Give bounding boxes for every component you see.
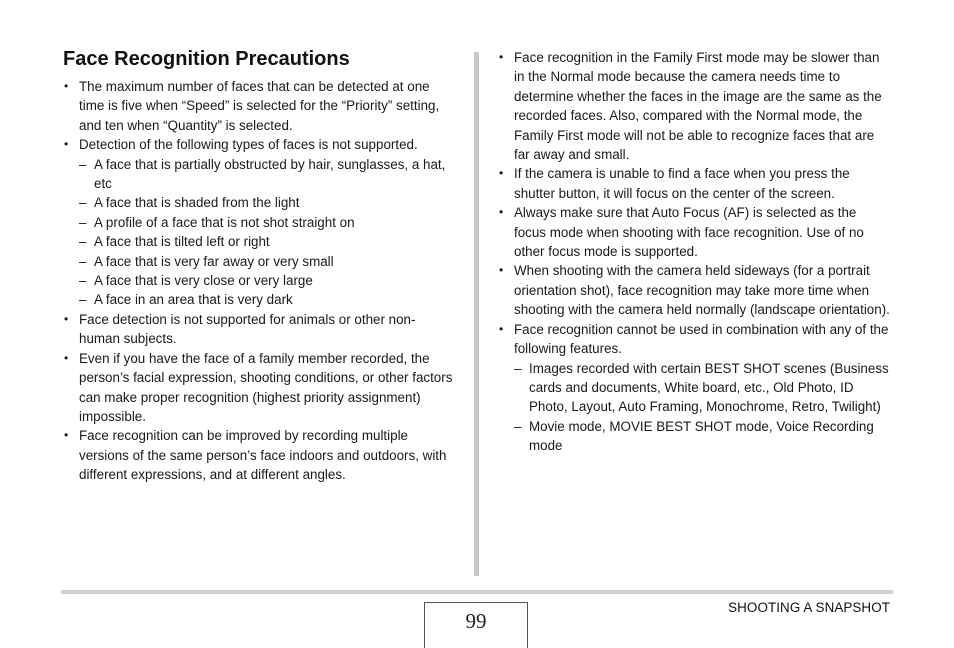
sub-list-item: – A face that is very far away or very small: [79, 252, 456, 271]
list-item: • Face recognition can be improved by recording multiple versions of the same person’s face indoors and outdoors, with different expressions, and at different angles.: [62, 426, 456, 484]
sub-list-item: – A face in an area that is very dark: [79, 290, 456, 309]
list-item-text: Detection of the following types of faces is not supported.: [79, 137, 418, 153]
list-item: • Even if you have the face of a family member recorded, the person’s facial expression, shooting conditions, or other factors can make proper recognition (highest priority assignment) impossible.: [62, 349, 456, 427]
list-item-text: Face recognition cannot be used in combination with any of the following features.: [514, 321, 889, 357]
list-item: • Face detection is not supported for animals or other non-human subjects.: [62, 310, 456, 349]
list-item: [62, 135, 456, 310]
list-item: • When shooting with the camera held sideways (for a portrait orientation shot), face recognition may take more time when shooting with the camera held normally (landscape orientation).: [497, 261, 891, 319]
sub-list-item: – Images recorded with certain BEST SHOT scenes (Business cards and documents, White board, etc., Old Photo, ID Photo, Layout, Auto Framing, Monochrome, Retro, Twilight): [514, 359, 891, 417]
list-item: • Face recognition in the Family First mode may be slower than in the Normal mode because the camera needs time to determine whether the faces in the image are the same as the recorded faces. Also, compared with the Normal mode, the Family First mode will not be able to recognize faces that are far away and small.: [497, 48, 891, 164]
sub-list: [514, 359, 891, 456]
section-title: SHOOTING A SNAPSHOT: [728, 600, 890, 615]
list-item: • Always make sure that Auto Focus (AF) is selected as the focus mode when shooting with face recognition. Use of no other focus mode is supported.: [497, 203, 891, 261]
sub-list: [79, 155, 456, 310]
list-item: • If the camera is unable to find a face when you press the shutter button, it will focus on the center of the screen.: [497, 164, 891, 203]
sub-list-item: – A profile of a face that is not shot straight on: [79, 213, 456, 232]
sub-list-item: – A face that is partially obstructed by hair, sunglasses, a hat, etc: [79, 155, 456, 194]
footer-divider: [61, 590, 893, 594]
right-bullet-list: [497, 48, 891, 456]
sub-list-item: – Movie mode, MOVIE BEST SHOT mode, Voice Recording mode: [514, 417, 891, 456]
page-number: 99: [424, 602, 528, 648]
right-column: [497, 48, 891, 456]
left-bullet-list: [62, 77, 456, 485]
list-item: • The maximum number of faces that can be detected at one time is five when “Speed” is selected for the “Priority” setting, and ten when “Quantity” is selected.: [62, 77, 456, 135]
sub-list-item: – A face that is shaded from the light: [79, 193, 456, 212]
sub-list-item: – A face that is very close or very large: [79, 271, 456, 290]
page-title: Face Recognition Precautions: [63, 48, 350, 70]
column-divider: [474, 52, 479, 576]
list-item: [497, 320, 891, 456]
left-column: [62, 77, 456, 485]
sub-list-item: – A face that is tilted left or right: [79, 232, 456, 251]
